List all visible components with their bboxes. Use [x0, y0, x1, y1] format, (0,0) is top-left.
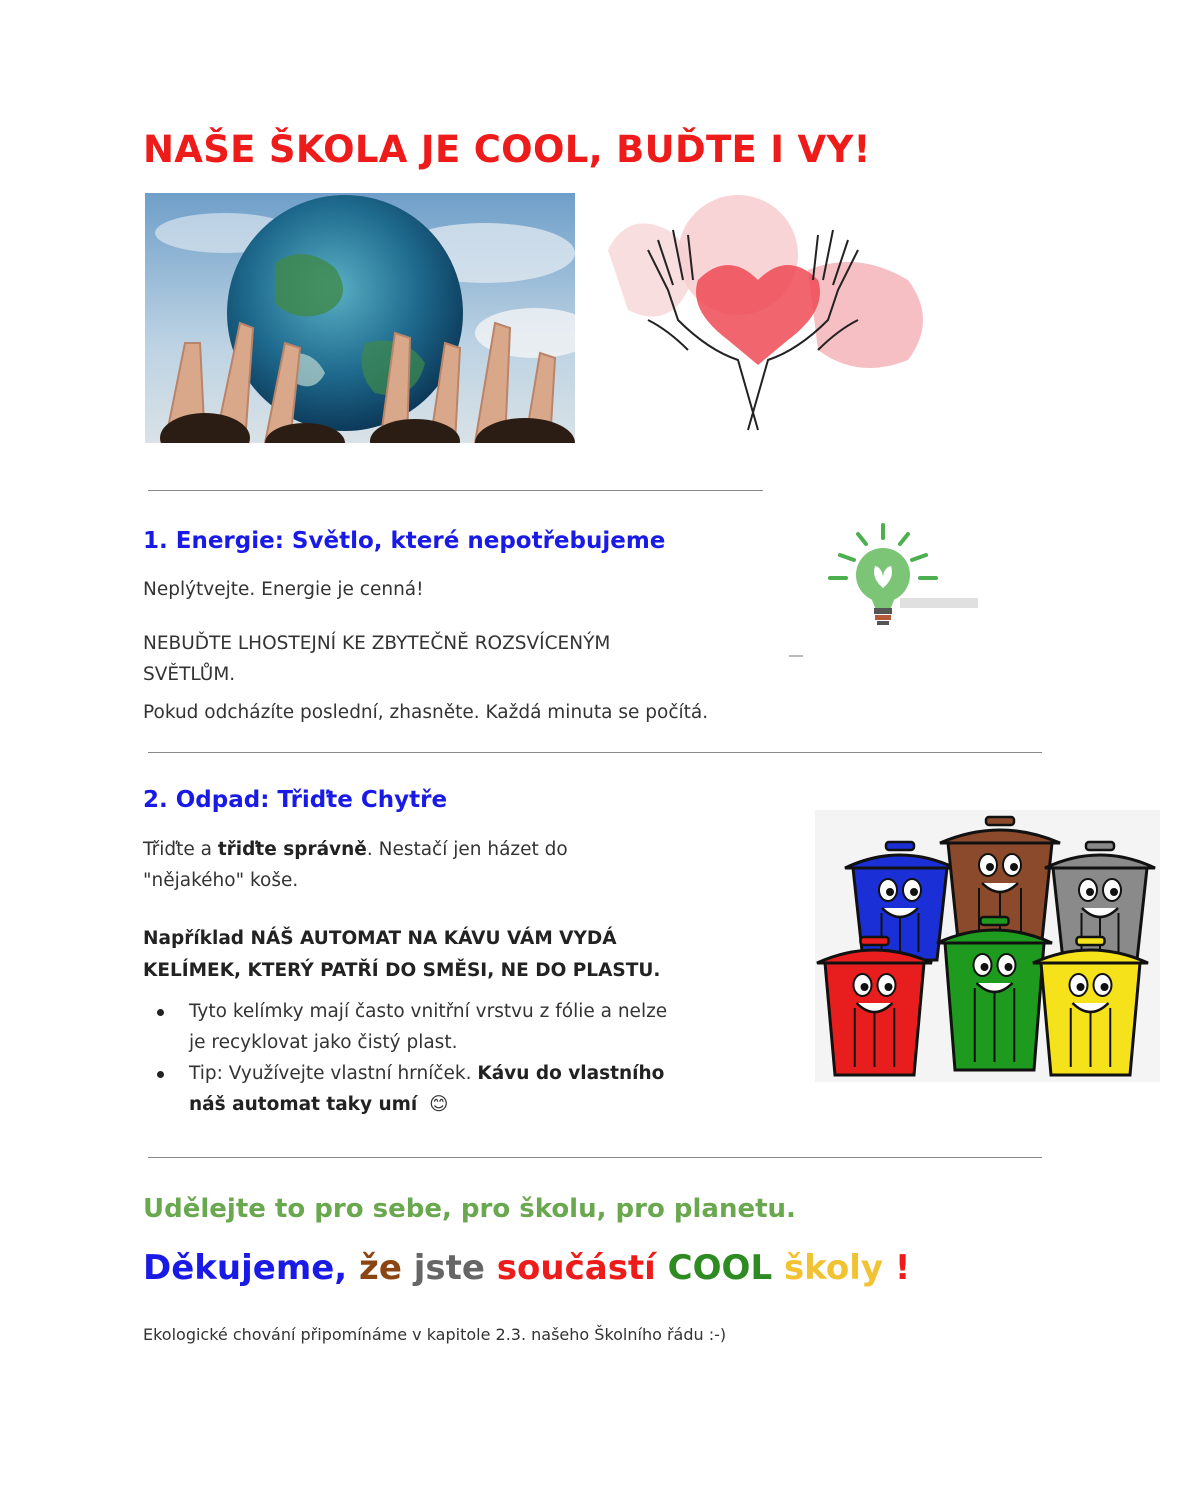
section-1-heading: 1. Energie: Světlo, které nepotřebujeme [143, 528, 666, 554]
trash-bin-yellow-icon [1033, 937, 1148, 1075]
earth-hands-photo [145, 193, 575, 443]
page-title: NAŠE ŠKOLA JE COOL, BUĎTE I VY! [143, 128, 871, 171]
section-2-example-line-2: KELÍMEK, KTERÝ PATŘÍ DO SMĚSI, NE DO PLASTU. [143, 960, 661, 981]
thanks-word: COOL [655, 1248, 773, 1288]
lightbulb-icon [828, 520, 978, 630]
divider [148, 752, 1042, 753]
section-2-heading: 2. Odpad: Třiďte Chytře [143, 787, 448, 813]
thanks-headline [143, 1248, 910, 1288]
motivation-line: Udělejte to pro sebe, pro školu, pro planetu. [143, 1194, 796, 1224]
thanks-word: školy [772, 1248, 884, 1288]
trash-bin-red-icon [817, 937, 932, 1075]
hands-heart-illustration [588, 190, 948, 445]
smile-emoji-icon: 😊 [429, 1094, 449, 1115]
divider [148, 490, 763, 491]
trash-bin-green-icon [937, 917, 1052, 1070]
divider-mark [789, 655, 803, 657]
list-item: Tyto kelímky mají často vnitřní vrstvu z fólie a nelze je recyklovat jako čistý plast. [143, 996, 803, 1058]
thanks-word: jste [401, 1248, 485, 1288]
thanks-word: Děkujeme, [143, 1248, 348, 1288]
section-1-paragraph: Neplýtvejte. Energie je cenná! [143, 579, 424, 600]
section-2-example-line-1: Například NÁŠ AUTOMAT NA KÁVU VÁM VYDÁ [143, 928, 617, 949]
section-1-tip: Pokud odcházíte poslední, zhasněte. Každá minuta se počítá. [143, 702, 709, 723]
section-1-warning-line-2: SVĚTLŮM. [143, 664, 236, 685]
section-1-warning-line-1: NEBUĎTE LHOSTEJNÍ KE ZBYTEČNĚ ROZSVÍCENÝM [143, 633, 611, 654]
list-item: Tip: Využívejte vlastní hrníček. Kávu do vlastního náš automat taky umí 😊 [143, 1058, 803, 1120]
thanks-word: ! [883, 1248, 911, 1288]
thanks-word: součástí [484, 1248, 656, 1288]
recycling-bins-illustration [815, 810, 1160, 1082]
divider [148, 1157, 1042, 1158]
section-2-paragraph: Třiďte a třiďte správně. Nestačí jen házet do "nějakého" koše. [143, 839, 568, 891]
footer-note: Ekologické chování připomínáme v kapitole 2.3. našeho Školního řádu :-) [143, 1325, 727, 1344]
section-2-bullet-list [143, 996, 803, 1120]
thanks-word: že [347, 1248, 402, 1288]
